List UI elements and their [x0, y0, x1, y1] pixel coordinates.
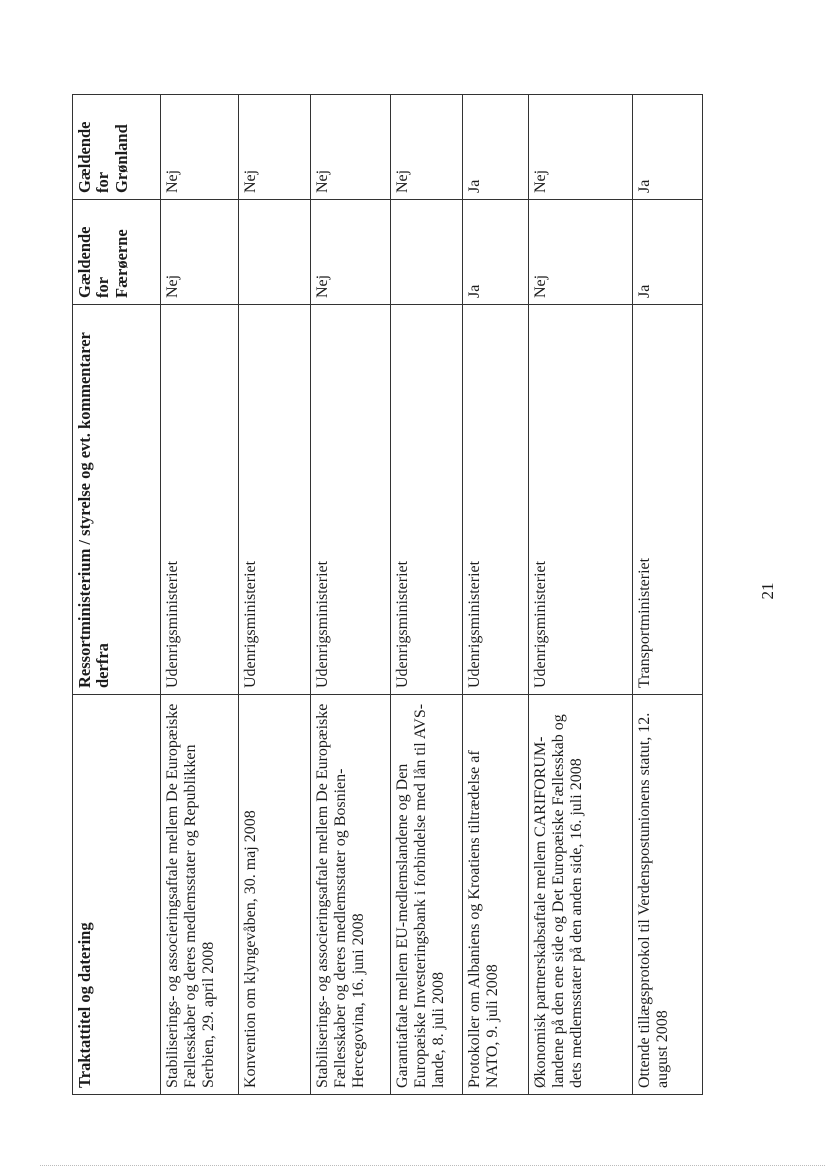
- table-row: [633, 95, 703, 1095]
- table-row: [463, 95, 529, 1095]
- scan-edge-line: [40, 1165, 825, 1166]
- page-number: 21: [758, 582, 777, 600]
- ministry-cell: Transportministeriet: [633, 305, 703, 695]
- header-title: Traktattitel og datering: [73, 695, 161, 1095]
- table-row: [161, 95, 239, 1095]
- greenland-cell: Nej: [161, 95, 239, 200]
- faroe-cell: Ja: [463, 200, 529, 305]
- ministry-cell: Udenrigsministeriet: [239, 305, 311, 695]
- table-row: [239, 95, 311, 1095]
- greenland-cell: Nej: [239, 95, 311, 200]
- faroe-cell: [239, 200, 311, 305]
- treaty-title: Protokoller om Albaniens og Kroatiens tiltrædelse af NATO, 9. juli 2008: [463, 695, 529, 1095]
- treaty-title: Stabiliserings- og associeringsaftale mellem De Europæiske Fællesskaber og deres medlemsstater og Bosnien-Hercegovina, 16. juni 2008: [311, 695, 391, 1095]
- treaty-title: Stabiliserings- og associeringsaftale mellem De Europæiske Fællesskaber og deres medlemsstater og Republikken Serbien, 29. april 2008: [161, 695, 239, 1095]
- ministry-cell: Udenrigsministeriet: [161, 305, 239, 695]
- ministry-cell: Udenrigsministeriet: [529, 305, 633, 695]
- header-ministry: Ressortministerium / styrelse og evt. kommentarer derfra: [73, 305, 161, 695]
- treaty-title: Garantiaftale mellem EU-medlemslandene og Den Europæiske Investeringsbank i forbindelse med lån til AVS-lande, 8. juli 2008: [391, 695, 463, 1095]
- faroe-cell: Ja: [633, 200, 703, 305]
- treaty-title: Økonomisk partnerskabsaftale mellem CARIFORUM-landene på den ene side og Det Europæiske Fællesskab og dets medlemsstater på den anden side, 16. juli 2008: [529, 695, 633, 1095]
- faroe-cell: [391, 200, 463, 305]
- treaty-title: Konvention om klyngevåben, 30. maj 2008: [239, 695, 311, 1095]
- ministry-cell: Udenrigsministeriet: [391, 305, 463, 695]
- greenland-cell: Nej: [391, 95, 463, 200]
- treaty-table: [72, 94, 703, 1095]
- greenland-cell: Ja: [463, 95, 529, 200]
- greenland-cell: Ja: [633, 95, 703, 200]
- faroe-cell: Nej: [529, 200, 633, 305]
- header-greenland: Gældende for Grønland: [73, 95, 161, 200]
- rotated-page-content: [72, 95, 702, 1095]
- header-faroe: Gældende for Færøerne: [73, 200, 161, 305]
- greenland-cell: Nej: [529, 95, 633, 200]
- faroe-cell: Nej: [311, 200, 391, 305]
- table-row: [529, 95, 633, 1095]
- faroe-cell: Nej: [161, 200, 239, 305]
- treaty-title: Ottende tillægsprotokol til Verdenspostunionens statut, 12. august 2008: [633, 695, 703, 1095]
- table-row: [391, 95, 463, 1095]
- header-row: [73, 95, 161, 1095]
- table-row: [311, 95, 391, 1095]
- greenland-cell: Nej: [311, 95, 391, 200]
- ministry-cell: Udenrigsministeriet: [463, 305, 529, 695]
- ministry-cell: Udenrigsministeriet: [311, 305, 391, 695]
